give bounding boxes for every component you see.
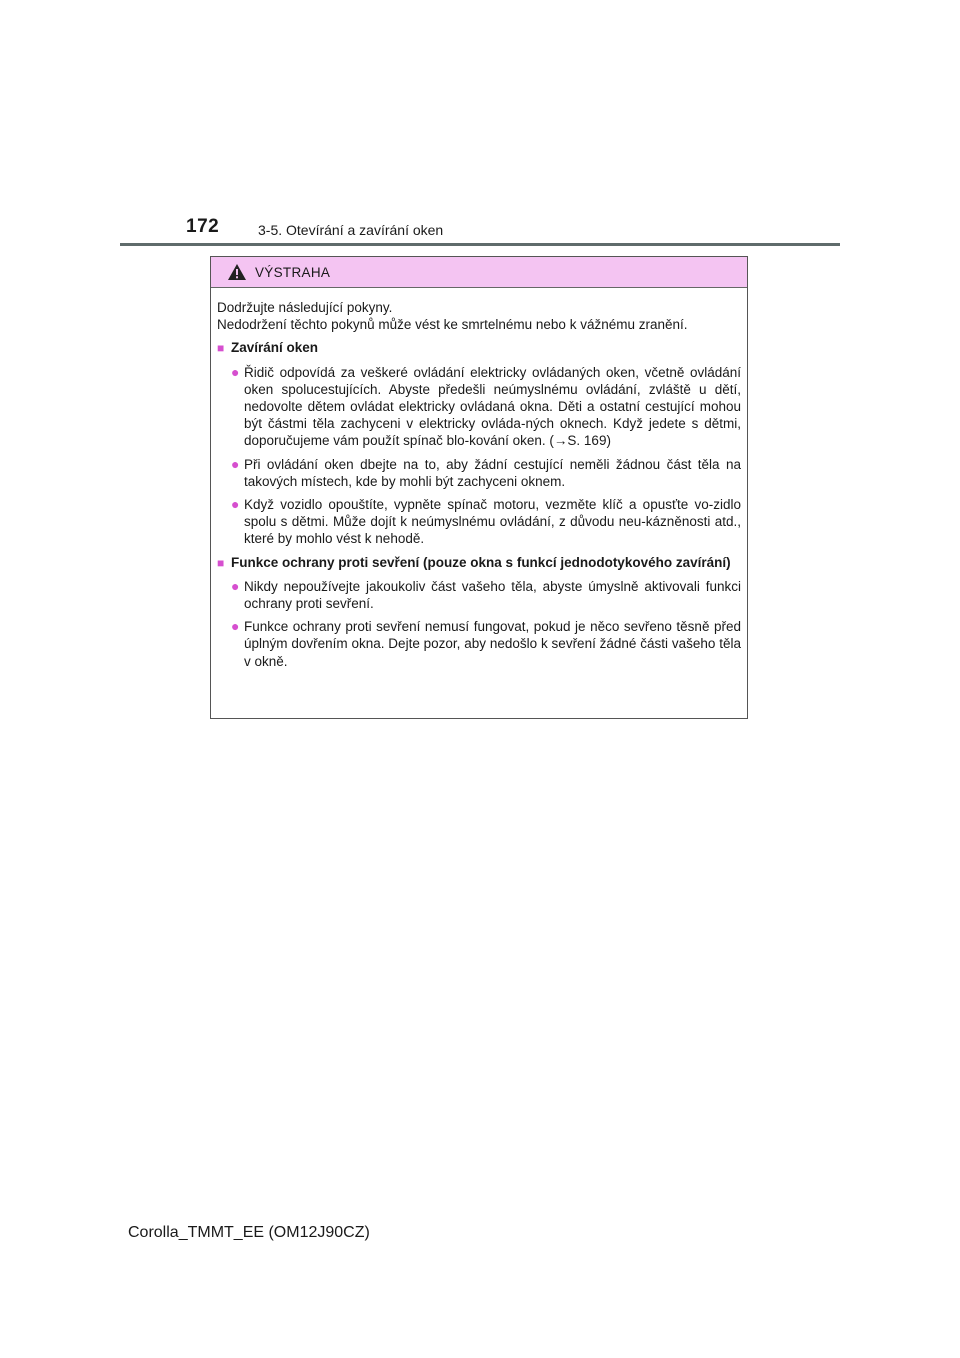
section-title: 3-5. Otevírání a zavírání oken — [258, 222, 444, 238]
header-rule — [120, 243, 840, 246]
circle-bullet-icon: ● — [231, 496, 240, 513]
warning-label: VÝSTRAHA — [255, 264, 331, 280]
list-item — [217, 578, 741, 612]
square-bullet-icon: ■ — [217, 555, 225, 570]
warning-triangle-icon — [227, 263, 247, 281]
section-heading — [217, 339, 741, 357]
list-item — [217, 364, 741, 450]
page-number: 172 — [186, 216, 220, 237]
list-item-text: Funkce ochrany proti sevření nemusí fungovat, pokud je něco sevřeno těsně před úplným dovřením okna. Dejte pozor, aby nedošlo k sevření žádné části vašeho těla v okně. — [244, 619, 741, 669]
circle-bullet-icon: ● — [231, 455, 240, 472]
intro-line: Nedodržení těchto pokynů může vést ke smrtelnému nebo k vážnému zranění. — [217, 317, 688, 333]
list-item — [217, 496, 741, 548]
list-item-text: Nikdy nepoužívejte jakoukoliv část vašeho těla, abyste úmyslně aktivovali funkci ochrany proti sevření. — [244, 578, 741, 612]
list-item — [217, 618, 741, 670]
footer-model: Corolla_TMMT_EE (OM12J90CZ) — [128, 1224, 370, 1241]
section-heading-text: Funkce ochrany proti sevření (pouze okna s funkcí jednodotykového zavírání) — [231, 554, 731, 570]
list-item-text: Když vozidlo opouštíte, vypněte spínač motoru, vezměte klíč a opusťte vo-zidlo spolu s dětmi. Může dojít k neúmyslnému ovládání, z důvodu neu-kázněnosti atd., které by mohlo vést k nehodě. — [244, 497, 741, 547]
list-item-text: Při ovládání oken dbejte na to, aby žádní cestující neměli žádnou část těla na takových místech, kde by mohli být zachyceni oknem. — [244, 456, 741, 489]
intro-line: Dodržujte následující pokyny. — [217, 300, 393, 315]
square-bullet-icon: ■ — [217, 341, 225, 356]
list-item-text: Řidič odpovídá za veškeré ovládání elektricky ovládaných oken, včetně ovládání oken spolucestujících. Abyste předešli neúmyslnému ovládání, zvláště u dětí, nedovolte dětem ovládat elektricky ovládaná okna. Děti a ostatní cestující mohou být částmi těla zachyceni v elektricky ovláda-ných oknech. Když jedete s dětmi, doporučujeme vám použít spínač blo-kování oken. (→S. 169) — [244, 364, 741, 449]
warning-box — [210, 256, 748, 719]
list-item — [217, 456, 741, 490]
section-heading-text: Zavírání oken — [231, 340, 319, 356]
circle-bullet-icon: ● — [231, 577, 240, 594]
warning-body — [211, 288, 747, 670]
section-heading — [217, 554, 741, 572]
warning-header — [211, 257, 747, 288]
circle-bullet-icon: ● — [231, 363, 240, 380]
circle-bullet-icon: ● — [231, 618, 240, 635]
